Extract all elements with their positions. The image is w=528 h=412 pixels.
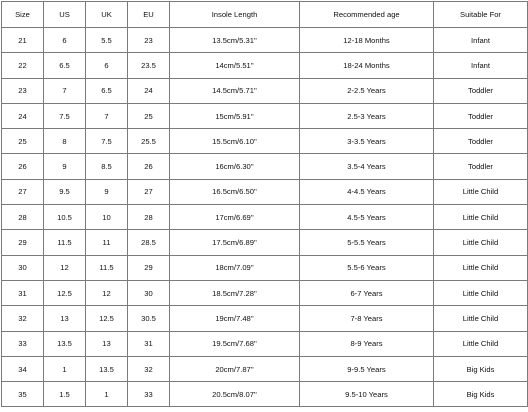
cell-uk: 6 [86,53,128,78]
cell-size: 26 [2,154,44,179]
cell-eu: 27 [128,179,170,204]
cell-insole-length: 17.5cm/6.89'' [170,230,300,255]
cell-us: 1.5 [44,382,86,407]
cell-suitable-for: Toddler [434,103,528,128]
cell-uk: 7 [86,103,128,128]
cell-suitable-for: Toddler [434,78,528,103]
cell-recommended-age: 3.5-4 Years [300,154,434,179]
header-row [2,2,528,28]
cell-uk: 12.5 [86,306,128,331]
cell-insole-length: 14cm/5.51'' [170,53,300,78]
cell-insole-length: 19.5cm/7.68'' [170,331,300,356]
cell-suitable-for: Little Child [434,280,528,305]
cell-size: 29 [2,230,44,255]
cell-us: 13 [44,306,86,331]
cell-recommended-age: 7-8 Years [300,306,434,331]
cell-uk: 9 [86,179,128,204]
cell-insole-length: 16.5cm/6.50'' [170,179,300,204]
cell-size: 22 [2,53,44,78]
cell-uk: 6.5 [86,78,128,103]
table-row [2,179,528,204]
cell-us: 9 [44,154,86,179]
cell-suitable-for: Big Kids [434,382,528,407]
table-row [2,78,528,103]
cell-suitable-for: Little Child [434,306,528,331]
column-header-size: Size [2,2,44,28]
cell-eu: 33 [128,382,170,407]
cell-insole-length: 16cm/6.30'' [170,154,300,179]
cell-eu: 26 [128,154,170,179]
cell-uk: 1 [86,382,128,407]
cell-recommended-age: 5.5-6 Years [300,255,434,280]
cell-suitable-for: Toddler [434,154,528,179]
cell-suitable-for: Infant [434,53,528,78]
table-row [2,28,528,53]
cell-suitable-for: Little Child [434,255,528,280]
table-row [2,306,528,331]
cell-size: 23 [2,78,44,103]
cell-recommended-age: 4-4.5 Years [300,179,434,204]
cell-size: 24 [2,103,44,128]
table-row [2,356,528,381]
table-row [2,154,528,179]
column-header-suitable-for: Suitable For [434,2,528,28]
cell-insole-length: 15.5cm/6.10'' [170,129,300,154]
cell-us: 12.5 [44,280,86,305]
table-row [2,255,528,280]
cell-uk: 10 [86,205,128,230]
table-body [2,28,528,407]
cell-insole-length: 14.5cm/5.71'' [170,78,300,103]
cell-insole-length: 17cm/6.69'' [170,205,300,230]
cell-insole-length: 15cm/5.91'' [170,103,300,128]
cell-eu: 24 [128,78,170,103]
cell-size: 32 [2,306,44,331]
cell-recommended-age: 5-5.5 Years [300,230,434,255]
cell-eu: 23 [128,28,170,53]
table-row [2,280,528,305]
cell-eu: 31 [128,331,170,356]
cell-uk: 7.5 [86,129,128,154]
cell-recommended-age: 12-18 Months [300,28,434,53]
cell-recommended-age: 3-3.5 Years [300,129,434,154]
cell-uk: 12 [86,280,128,305]
cell-suitable-for: Little Child [434,331,528,356]
cell-us: 1 [44,356,86,381]
cell-size: 35 [2,382,44,407]
cell-eu: 23.5 [128,53,170,78]
table-row [2,331,528,356]
cell-suitable-for: Toddler [434,129,528,154]
cell-suitable-for: Little Child [434,230,528,255]
cell-us: 6.5 [44,53,86,78]
table-row [2,129,528,154]
cell-insole-length: 13.5cm/5.31'' [170,28,300,53]
cell-size: 31 [2,280,44,305]
cell-eu: 25 [128,103,170,128]
column-header-uk: UK [86,2,128,28]
column-header-recommended-age: Recommended age [300,2,434,28]
cell-uk: 13 [86,331,128,356]
cell-eu: 32 [128,356,170,381]
cell-size: 30 [2,255,44,280]
cell-insole-length: 18.5cm/7.28'' [170,280,300,305]
cell-us: 10.5 [44,205,86,230]
cell-us: 12 [44,255,86,280]
cell-suitable-for: Little Child [434,179,528,204]
cell-size: 28 [2,205,44,230]
cell-uk: 8.5 [86,154,128,179]
cell-size: 27 [2,179,44,204]
cell-recommended-age: 2-2.5 Years [300,78,434,103]
cell-eu: 25.5 [128,129,170,154]
cell-size: 33 [2,331,44,356]
cell-us: 7 [44,78,86,103]
cell-us: 9.5 [44,179,86,204]
cell-eu: 30 [128,280,170,305]
size-chart-table [1,1,528,407]
cell-eu: 28 [128,205,170,230]
table-row [2,103,528,128]
cell-insole-length: 19cm/7.48'' [170,306,300,331]
cell-eu: 28.5 [128,230,170,255]
cell-recommended-age: 9.5-10 Years [300,382,434,407]
cell-us: 7.5 [44,103,86,128]
cell-recommended-age: 18-24 Months [300,53,434,78]
cell-recommended-age: 4.5-5 Years [300,205,434,230]
cell-size: 21 [2,28,44,53]
cell-size: 25 [2,129,44,154]
cell-us: 13.5 [44,331,86,356]
cell-uk: 11.5 [86,255,128,280]
cell-suitable-for: Big Kids [434,356,528,381]
cell-recommended-age: 2.5-3 Years [300,103,434,128]
cell-us: 11.5 [44,230,86,255]
cell-insole-length: 20.5cm/8.07'' [170,382,300,407]
cell-uk: 5.5 [86,28,128,53]
cell-recommended-age: 6-7 Years [300,280,434,305]
cell-suitable-for: Infant [434,28,528,53]
table-row [2,53,528,78]
cell-uk: 11 [86,230,128,255]
cell-size: 34 [2,356,44,381]
column-header-eu: EU [128,2,170,28]
table-row [2,205,528,230]
column-header-us: US [44,2,86,28]
cell-us: 6 [44,28,86,53]
cell-recommended-age: 8-9 Years [300,331,434,356]
cell-recommended-age: 9-9.5 Years [300,356,434,381]
cell-eu: 30.5 [128,306,170,331]
cell-suitable-for: Little Child [434,205,528,230]
cell-insole-length: 20cm/7.87'' [170,356,300,381]
table-row [2,382,528,407]
cell-us: 8 [44,129,86,154]
cell-uk: 13.5 [86,356,128,381]
table-row [2,230,528,255]
cell-eu: 29 [128,255,170,280]
column-header-insole-length: Insole Length [170,2,300,28]
cell-insole-length: 18cm/7.09'' [170,255,300,280]
